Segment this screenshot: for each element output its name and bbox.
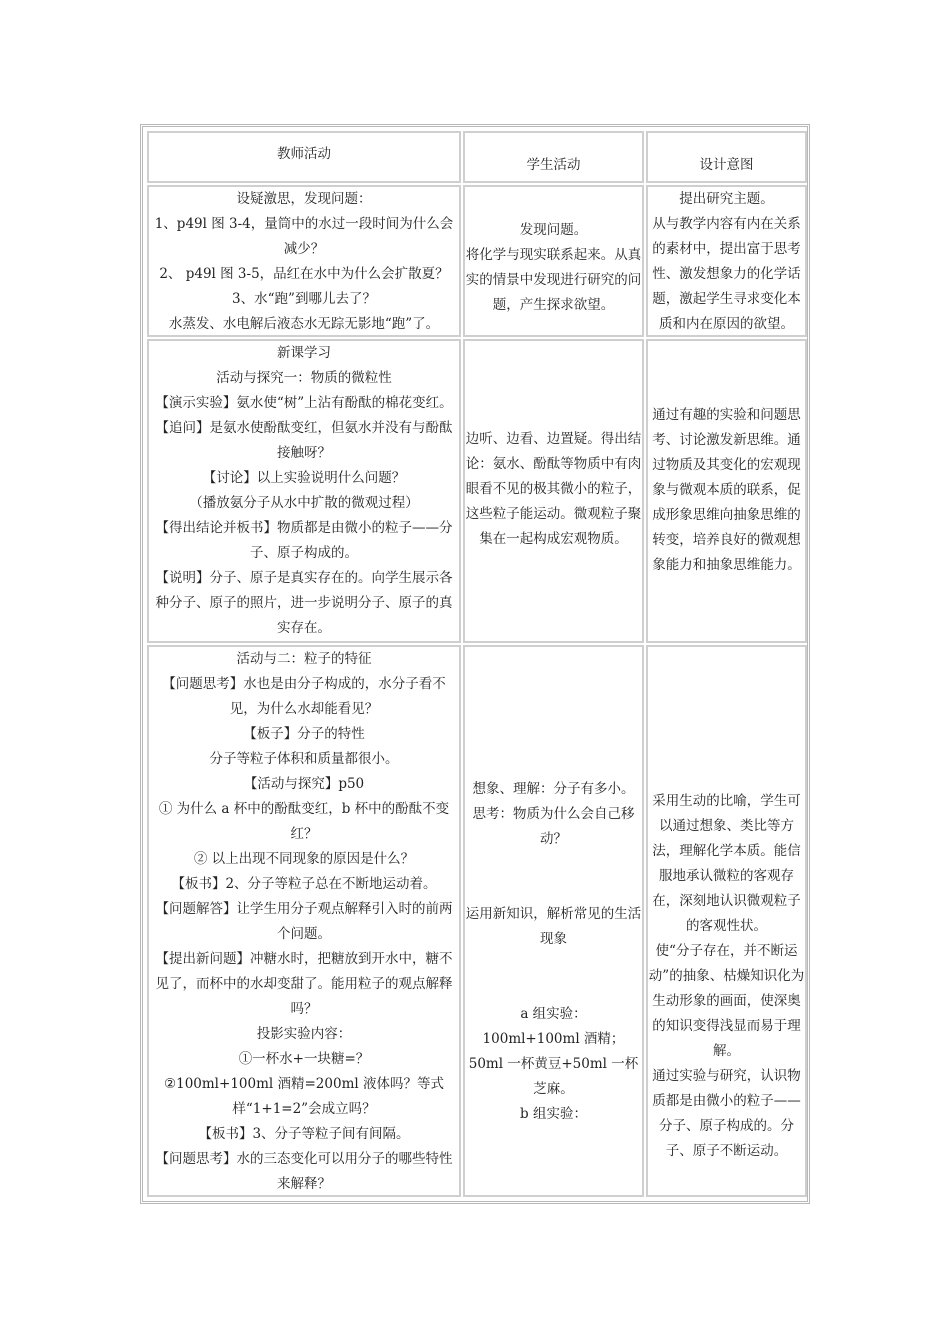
row1-student-line: 发现问题。 <box>519 222 588 238</box>
row3-teacher-cell <box>147 645 461 1197</box>
row3-teacher-line: 【问题思考】水的三态变化可以用分子的哪些特性来解释？ <box>155 1151 453 1192</box>
row2-teacher-line: 【讨论】以上实验说明什么问题？ <box>202 470 406 486</box>
header-student-activity <box>463 131 644 183</box>
row1-teacher-line: 设疑激思，发现问题： <box>236 191 372 207</box>
row3-student-line: b 组实验： <box>520 1106 587 1122</box>
row3-student-line: 想象、理解：分子有多小。 <box>472 781 635 797</box>
row3-student-line: 50ml 一杯黄豆+50ml 一杯芝麻。 <box>468 1056 639 1097</box>
row3-design-line: 使“分子存在，并不断运动”的抽象、枯燥知识化为生动形象的画面，使深奥的知识变得浅显而易于理解。 <box>648 943 805 1059</box>
row3-teacher-line: ② 以上出现不同现象的原因是什么？ <box>193 851 415 867</box>
row2-design-cell <box>646 339 807 643</box>
header-teacher-activity <box>147 131 461 183</box>
row3-teacher-line: 【板书】3、分子等粒子间有间隔。 <box>198 1126 410 1142</box>
row2-teacher-line: 活动与探究一：物质的微粒性 <box>216 370 392 386</box>
row1-teacher-line: 水蒸发、水电解后液态水无踪无影地“跑”了。 <box>168 316 440 332</box>
row2-teacher-cell <box>147 339 461 643</box>
row3-teacher-line: 【问题解答】让学生用分子观点解释引入时的前两个问题。 <box>155 901 453 942</box>
row1-design-cell <box>646 185 807 337</box>
row1-student-line: 将化学与现实联系起来。从真实的情景中发现进行研究的问题，产生探求欲望。 <box>465 247 642 313</box>
row2-teacher-line: 【说明】分子、原子是真实存在的。向学生展示各种分子、原子的照片，进一步说明分子、原子的真实存在。 <box>155 570 453 636</box>
header-student-label: 学生活动 <box>526 157 581 173</box>
row1-student-cell <box>463 185 644 337</box>
row3-student-line: 思考：物质为什么会自己移动？ <box>472 806 635 847</box>
row3-student-line: 100ml+100ml 酒精； <box>482 1031 625 1047</box>
row2-student-line: 边听、边看、边置疑。得出结论：氨水、酚酞等物质中有肉眼看不见的极其微小的粒子，这些粒子能运动。微观粒子聚集在一起构成宏观物质。 <box>465 431 642 547</box>
row2-teacher-line: 新课学习 <box>277 345 331 361</box>
row3-student-cell <box>463 645 644 1197</box>
row1-teacher-line: 3、水“跑”到哪儿去了？ <box>232 291 376 307</box>
row3-design-cell <box>646 645 807 1197</box>
row3-teacher-line: 【问题思考】水也是由分子构成的，水分子看不见，为什么水却能看见？ <box>162 676 446 717</box>
row3-teacher-line: 分子等粒子体积和质量都很小。 <box>209 751 399 767</box>
row3-student-line: a 组实验： <box>520 1006 587 1022</box>
row3-teacher-line: 活动与二：粒子的特征 <box>236 651 372 667</box>
header-teacher-label: 教师活动 <box>277 146 331 162</box>
row3-design-line: 采用生动的比喻，学生可以通过想象、类比等方法，理解化学本质。能信服地承认微粒的客观存在，深刻地认识微观粒子的客观性状。 <box>652 793 801 934</box>
row3-teacher-line: ① 为什么 a 杯中的酚酞变红，b 杯中的酚酞不变红？ <box>158 801 450 842</box>
row1-design-line: 从与教学内容有内在关系的素材中，提出富于思考性、激发想象力的化学话题，激起学生寻求变化本质和内在原因的欲望。 <box>652 216 801 332</box>
row3-teacher-line: ①一杯水+一块糖=？ <box>238 1051 370 1067</box>
row3-design-line: 通过实验与研究，认识物质都是由微小的粒子——分子、原子构成的。分子、原子不断运动。 <box>652 1068 801 1159</box>
row2-teacher-line: 【追问】是氨水使酚酞变红，但氨水并没有与酚酞接触呀？ <box>155 420 453 461</box>
header-design-intent <box>646 131 807 183</box>
row3-teacher-line: 【活动与探究】p50 <box>243 776 365 792</box>
row1-design-line: 提出研究主题。 <box>679 191 774 207</box>
row3-student-line: 运用新知识，解析常见的生活现象 <box>465 906 642 947</box>
header-design-label: 设计意图 <box>699 157 754 173</box>
row2-student-cell <box>463 339 644 643</box>
row1-teacher-line: 1、p49l 图 3-4，量筒中的水过一段时间为什么会减少？ <box>154 216 454 257</box>
lesson-plan-table <box>140 124 810 1204</box>
row2-design-line: 通过有趣的实验和问题思考、讨论激发新思维。通过物质及其变化的宏观现象与微观本质的联系，促成形象思维向抽象思维的转变，培养良好的微观想象能力和抽象思维能力。 <box>652 407 801 573</box>
row3-teacher-line: 投影实验内容： <box>256 1026 352 1042</box>
row2-teacher-line: 【演示实验】氨水使“树”上沾有酚酞的棉花变红。 <box>155 395 453 411</box>
row3-teacher-line: 【板子】分子的特性 <box>243 726 365 742</box>
row2-teacher-line: （播放氨分子从水中扩散的微观过程） <box>189 495 419 511</box>
row3-teacher-line: 【板书】2、分子等粒子总在不断地运动着。 <box>171 876 437 892</box>
row1-teacher-cell <box>147 185 461 337</box>
row1-teacher-line: 2、 p49l 图 3-5，品红在水中为什么会扩散夏？ <box>159 266 449 282</box>
row2-teacher-line: 【得出结论并板书】物质都是由微小的粒子——分子、原子构成的。 <box>155 520 453 561</box>
row3-teacher-line: 【提出新问题】冲糖水时，把糖放到开水中，糖不见了，而杯中的水却变甜了。能用粒子的观点解释吗？ <box>155 951 453 1017</box>
row3-teacher-line: ②100ml+100ml 酒精=200ml 液体吗？等式样“1+1=2”会成立吗？ <box>164 1076 444 1117</box>
